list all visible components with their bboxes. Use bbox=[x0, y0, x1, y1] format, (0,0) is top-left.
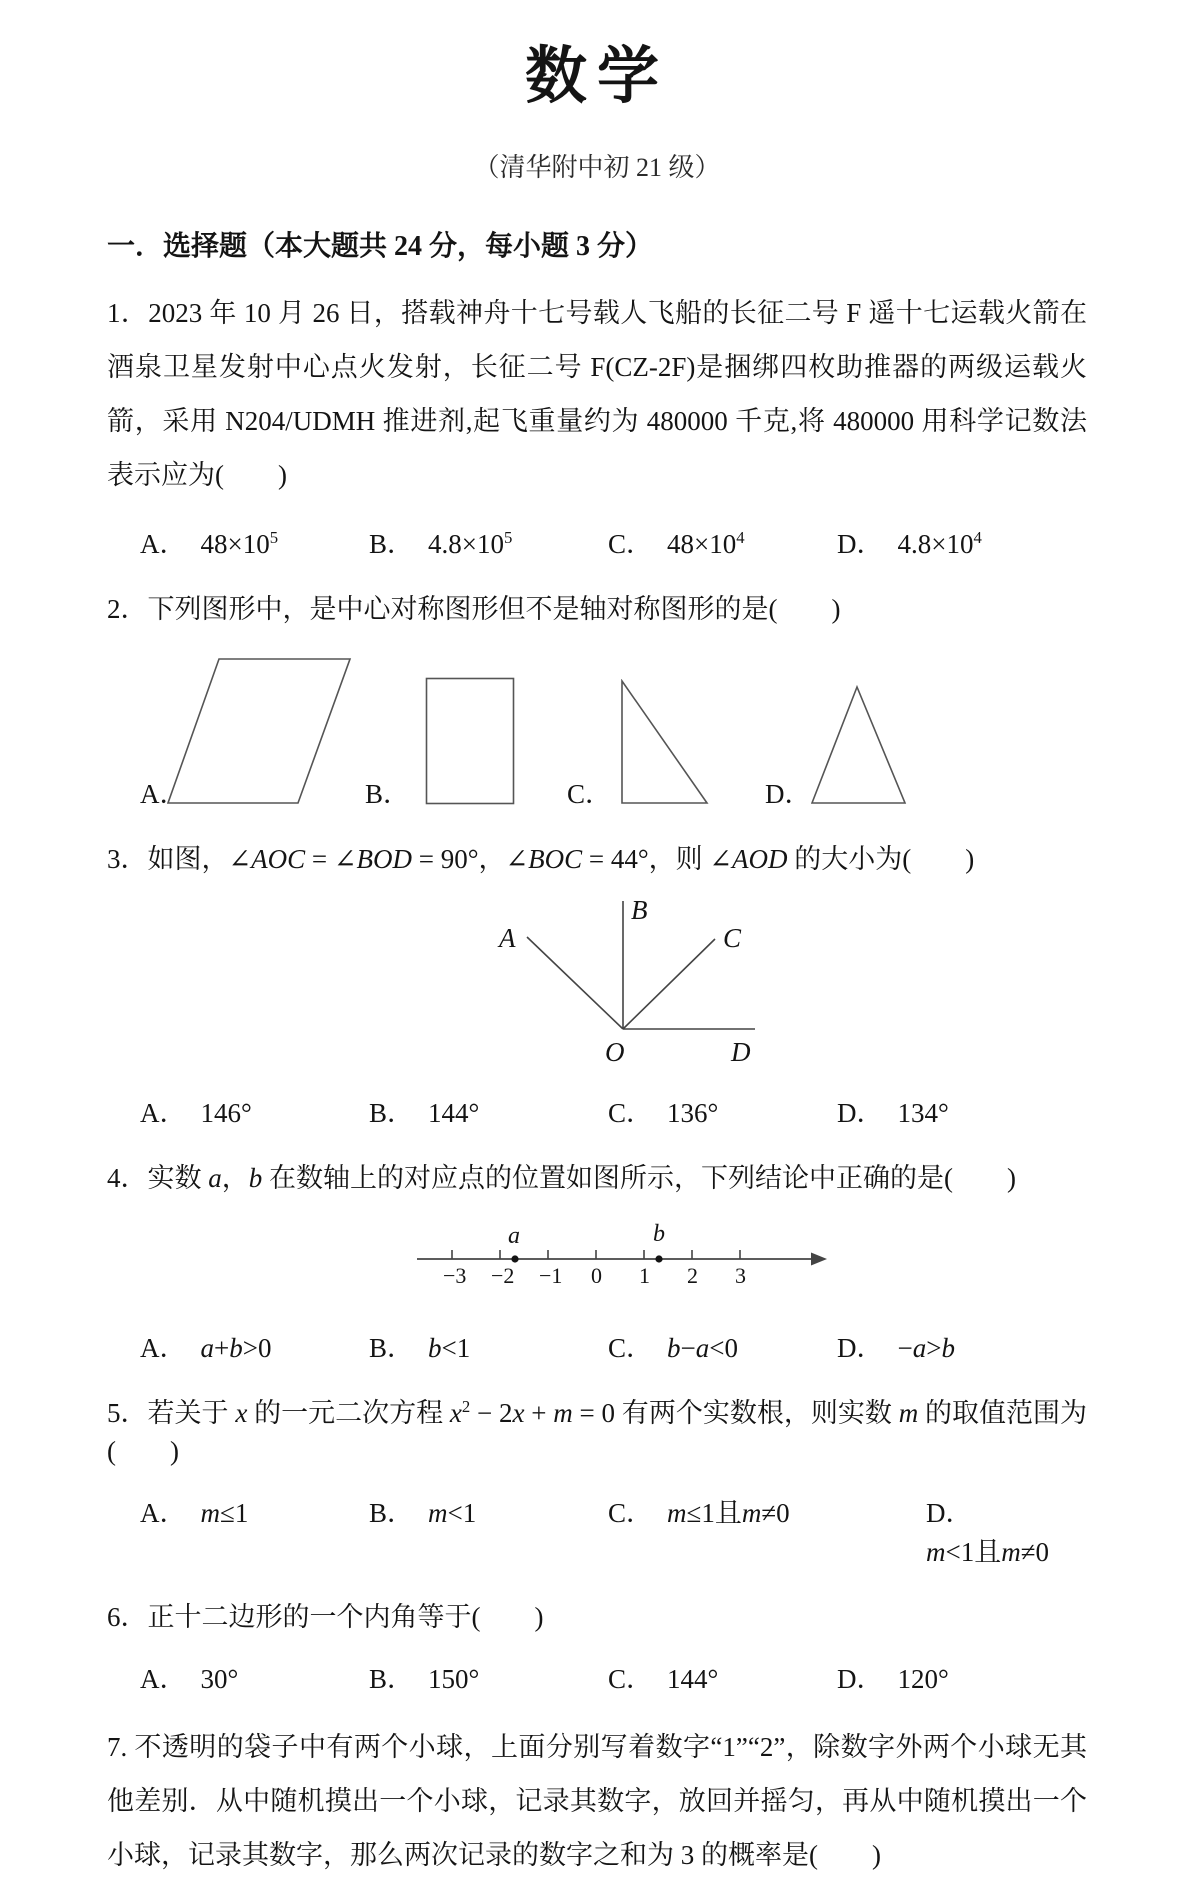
option-label: A． bbox=[140, 1097, 187, 1128]
q6-option-b bbox=[369, 1657, 608, 1696]
q6-option-c bbox=[608, 1657, 837, 1696]
q3-option-c bbox=[608, 1091, 837, 1130]
q3-label-a: A bbox=[499, 922, 516, 953]
option-value: −a>b bbox=[897, 1333, 955, 1364]
tick-label: 3 bbox=[735, 1263, 746, 1289]
option-value: $4.8\times 10^4$ bbox=[897, 528, 982, 559]
option-label: C． bbox=[608, 1497, 654, 1528]
q5-option-d bbox=[926, 1491, 1087, 1569]
number-line-arrow-icon bbox=[811, 1253, 827, 1266]
q3-label-o: O bbox=[605, 1036, 625, 1067]
tick-label: −2 bbox=[491, 1263, 515, 1289]
option-value: b−a<0 bbox=[667, 1333, 738, 1364]
q6-stem: 6．正十二边形的一个内角等于( ) bbox=[107, 1601, 544, 1632]
q1-option-a bbox=[140, 522, 369, 561]
tick-label: 1 bbox=[639, 1263, 650, 1289]
q3-label-b: B bbox=[631, 894, 648, 925]
q1-option-d bbox=[837, 522, 1087, 561]
q4-option-d bbox=[837, 1326, 1087, 1365]
square-shape-icon bbox=[425, 677, 515, 805]
q2-option-a-label: A． bbox=[140, 778, 187, 809]
option-label: C． bbox=[608, 1663, 654, 1694]
option-value: m<1 bbox=[428, 1497, 477, 1528]
option-label: A． bbox=[140, 529, 187, 559]
q2-option-c-label: C． bbox=[567, 778, 613, 809]
option-label: D． bbox=[837, 529, 884, 559]
point-a-dot bbox=[511, 1256, 518, 1263]
q3-label-c: C bbox=[723, 922, 742, 953]
option-value: $4.8\times 10^5$ bbox=[428, 528, 513, 559]
option-label: A． bbox=[140, 1497, 187, 1528]
q3-options bbox=[107, 1091, 1087, 1130]
q3-stem: 3．如图，∠AOC = ∠BOD = 90°，∠BOC = 44°，则 ∠AOD 的大小为( ) bbox=[107, 843, 975, 874]
tick-label: −1 bbox=[539, 1263, 563, 1289]
q4-options bbox=[107, 1326, 1087, 1365]
parallelogram-shape-icon bbox=[167, 657, 352, 805]
option-label: B． bbox=[369, 1097, 415, 1128]
option-value: 30° bbox=[200, 1663, 239, 1694]
point-b-dot bbox=[655, 1256, 662, 1263]
option-value: 134° bbox=[897, 1097, 949, 1128]
q1-options bbox=[107, 522, 1087, 561]
q4-option-b bbox=[369, 1326, 608, 1365]
option-value: 144° bbox=[667, 1663, 719, 1694]
option-label: D． bbox=[837, 1663, 884, 1694]
q6-options bbox=[107, 1657, 1087, 1696]
option-value: b<1 bbox=[428, 1333, 471, 1364]
option-label: D． bbox=[837, 1097, 884, 1128]
q3-option-a bbox=[140, 1091, 369, 1130]
q1-option-c bbox=[608, 522, 837, 561]
tick-label: 2 bbox=[687, 1263, 698, 1289]
option-label: C． bbox=[608, 529, 654, 559]
option-label: B． bbox=[369, 1497, 415, 1528]
option-label: B． bbox=[369, 1333, 415, 1364]
option-label: B． bbox=[369, 529, 415, 559]
isosceles-triangle-shape-icon bbox=[811, 685, 907, 805]
q2-stem: 2．下列图形中，是中心对称图形但不是轴对称图形的是( ) bbox=[107, 594, 841, 624]
option-value: 136° bbox=[667, 1097, 719, 1128]
option-label: D． bbox=[837, 1333, 884, 1364]
q5-option-a bbox=[140, 1491, 369, 1569]
q5-option-b bbox=[369, 1491, 608, 1569]
q2-option-d-label: D． bbox=[765, 778, 812, 809]
q4-stem: 4．实数 a，b 在数轴上的对应点的位置如图所示，下列结论中正确的是( ) bbox=[107, 1162, 1016, 1193]
q5-stem: 5．若关于 x 的一元二次方程 $x^2 - 2x + m = 0$ 有两个实数根，则实数 m 的取值范围为( ) bbox=[107, 1397, 1088, 1467]
option-label: A． bbox=[140, 1333, 187, 1364]
q4-number-line-figure bbox=[407, 1221, 837, 1306]
q3-angle-figure bbox=[447, 889, 777, 1071]
option-value: m≤1 bbox=[200, 1497, 249, 1528]
right-triangle-shape-icon bbox=[621, 679, 709, 805]
option-value: a+b>0 bbox=[200, 1333, 272, 1364]
q2-option-b-label: B． bbox=[365, 778, 411, 809]
option-label: D． bbox=[926, 1497, 973, 1528]
exam-sheet bbox=[107, 0, 1087, 1882]
tick-label: −3 bbox=[443, 1263, 467, 1289]
page-subtitle: （清华附中初 21 级） bbox=[473, 153, 721, 182]
q7-stem: 7. 不透明的袋子中有两个小球，上面分别写着数字“1”“2”，除数字外两个小球无其他差别．从中随机摸出一个小球，记录其数字，放回并摇匀，再从中随机摸出一个小球，记录其数字，那么两次记录的数字之和为 3 的概率是( ) bbox=[107, 1731, 1087, 1870]
option-label: A． bbox=[140, 1663, 187, 1694]
q1-stem: 1．2023 年 10 月 26 日，搭载神舟十七号载人飞船的长征二号 F 遥十七运载火箭在酒泉卫星发射中心点火发射，长征二号 F(CZ-2F)是捆绑四枚助推器的两级运载火箭，采用 N204/UDMH 推进剂,起飞重量约为 480000 千克,将 480000 用科学记数法表示应为( ) bbox=[107, 298, 1087, 490]
q1-option-b bbox=[369, 522, 608, 561]
option-value: m≤1且m≠0 bbox=[667, 1497, 790, 1528]
tick-label: 0 bbox=[591, 1263, 602, 1289]
option-value: 150° bbox=[428, 1663, 480, 1694]
option-value: 146° bbox=[200, 1097, 252, 1128]
point-a-label: a bbox=[508, 1223, 520, 1250]
q4-option-c bbox=[608, 1326, 837, 1365]
q5-option-c bbox=[608, 1491, 926, 1569]
option-value: 120° bbox=[897, 1663, 949, 1694]
point-b-label: b bbox=[653, 1221, 665, 1248]
q5-options bbox=[107, 1491, 1087, 1569]
option-value: 144° bbox=[428, 1097, 480, 1128]
q3-option-b bbox=[369, 1091, 608, 1130]
q3-label-d: D bbox=[731, 1036, 751, 1067]
page-title: 数学 bbox=[524, 43, 669, 111]
option-value: m<1且m≠0 bbox=[926, 1536, 1050, 1567]
option-label: B． bbox=[369, 1663, 415, 1694]
q3-option-d bbox=[837, 1091, 1087, 1130]
option-label: C． bbox=[608, 1097, 654, 1128]
option-value: $48\times 10^5$ bbox=[200, 528, 279, 559]
option-value: $48\times 10^4$ bbox=[667, 528, 745, 559]
section-header: 一．选择题（本大题共 24 分，每小题 3 分） bbox=[107, 231, 654, 262]
q6-option-d bbox=[837, 1657, 1087, 1696]
q4-option-a bbox=[140, 1326, 369, 1365]
q6-option-a bbox=[140, 1657, 369, 1696]
q2-shape-options bbox=[107, 643, 1087, 811]
option-label: C． bbox=[608, 1333, 654, 1364]
